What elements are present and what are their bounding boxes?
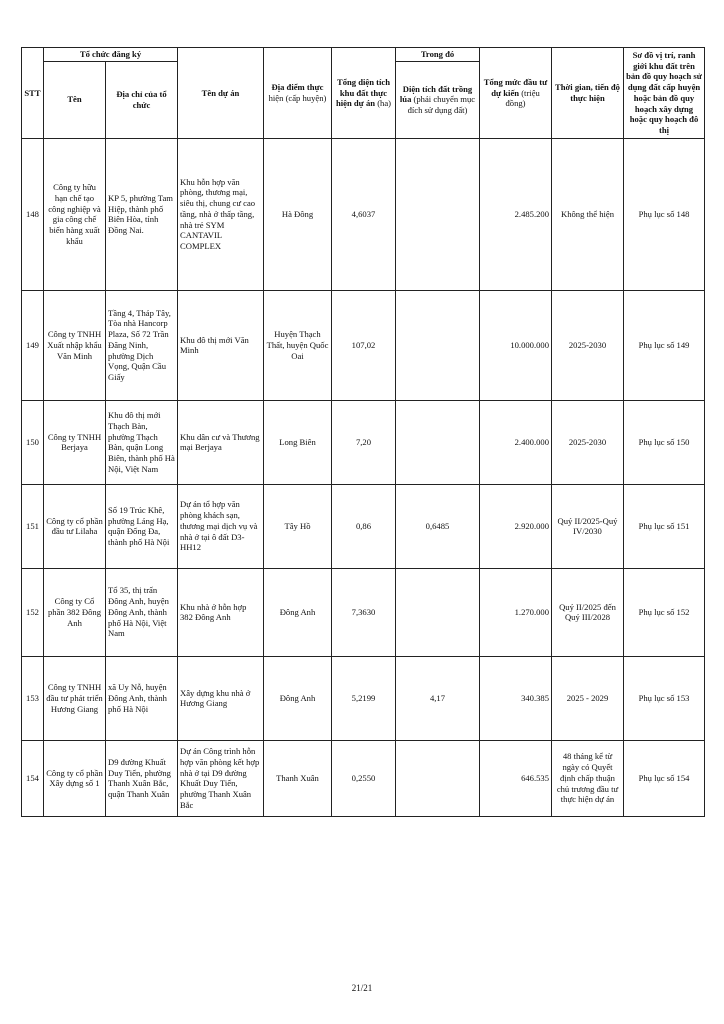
header-thoi-gian: Thời gian, tiến độ thực hiện (552, 48, 624, 139)
header-row-1 (22, 48, 705, 62)
row-ten: Công ty Cổ phần 382 Đông Anh (44, 568, 106, 656)
row-dia-chi: D9 đường Khuất Duy Tiến, phường Thanh Xuân Bắc, quận Thanh Xuân (106, 740, 178, 816)
row-thoi-gian: Quý II/2025-Quý IV/2030 (552, 484, 624, 568)
row-dia-diem: Hà Đông (264, 138, 332, 290)
row-dia-chi: KP 5, phường Tam Hiệp, thành phố Biên Hòa, tỉnh Đồng Nai. (106, 138, 178, 290)
project-table (21, 47, 705, 817)
row-stt: 150 (22, 400, 44, 484)
row-dia-chi: xã Uy Nỗ, huyện Đông Anh, thành phố Hà Nội (106, 656, 178, 740)
row-dia-chi: Tổ 35, thị trấn Đông Anh, huyện Đông Anh, thành phố Hà Nội, Việt Nam (106, 568, 178, 656)
row-tong-muc: 2.400.000 (480, 400, 552, 484)
row-dia-chi: Số 19 Trúc Khê, phường Láng Hạ, quận Đống Đa, thành phố Hà Nội (106, 484, 178, 568)
header-tong-muc: Tổng mức đầu tư dự kiến (triệu đồng) (480, 48, 552, 139)
row-dien-tich: 4,6037 (332, 138, 396, 290)
page-number: 21/21 (351, 983, 373, 993)
row-dia-diem: Huyện Thạch Thất, huyện Quốc Oai (264, 290, 332, 400)
row-lua (396, 568, 480, 656)
row-ten: Công ty TNHH Berjaya (44, 400, 106, 484)
row-dia-diem: Thanh Xuân (264, 740, 332, 816)
header-ten: Tên (44, 61, 106, 138)
header-dia-chi: Địa chỉ của tổ chức (106, 61, 178, 138)
row-dia-chi: Khu đô thị mới Thạch Bàn, phường Thạch Bàn, quận Long Biên, thành phố Hà Nội, Việt Nam (106, 400, 178, 484)
row-dien-tich: 7,3630 (332, 568, 396, 656)
row-dia-diem: Tây Hồ (264, 484, 332, 568)
row-stt: 152 (22, 568, 44, 656)
row-tong-muc: 646.535 (480, 740, 552, 816)
table-row (22, 484, 705, 568)
row-phu-luc: Phụ lục số 152 (624, 568, 705, 656)
row-ten: Công ty cổ phần đầu tư Lilaha (44, 484, 106, 568)
row-lua (396, 290, 480, 400)
row-lua: 4,17 (396, 656, 480, 740)
row-thoi-gian: Không thể hiện (552, 138, 624, 290)
row-thoi-gian: Quý II/2025 đến Quý III/2028 (552, 568, 624, 656)
row-tong-muc: 340.385 (480, 656, 552, 740)
row-phu-luc: Phụ lục số 154 (624, 740, 705, 816)
row-thoi-gian: 2025 - 2029 (552, 656, 624, 740)
row-stt: 154 (22, 740, 44, 816)
header-dia-diem: Địa điểm thực hiện (cấp huyện) (264, 48, 332, 139)
row-ten: Công ty cổ phần Xây dựng số 1 (44, 740, 106, 816)
row-tong-muc: 1.270.000 (480, 568, 552, 656)
row-phu-luc: Phụ lục số 151 (624, 484, 705, 568)
row-du-an: Dự án tổ hợp văn phòng khách sạn, thương mại dịch vụ và nhà ở tại ô đất D3-HH12 (178, 484, 264, 568)
header-ten-du-an: Tên dự án (178, 48, 264, 139)
row-phu-luc: Phụ lục số 153 (624, 656, 705, 740)
row-du-an: Dự án Công trình hỗn hợp văn phòng kết hợp nhà ở tại D9 đường Khuất Duy Tiến, phường Thanh Xuân Bắc (178, 740, 264, 816)
table-row (22, 656, 705, 740)
row-stt: 148 (22, 138, 44, 290)
table-row (22, 290, 705, 400)
table-row (22, 138, 705, 290)
row-du-an: Khu hỗn hợp văn phòng, thương mại, siêu thị, chung cư cao tầng, nhà ở thấp tầng, nhà trẻ SYM CANTAVIL COMPLEX (178, 138, 264, 290)
row-dien-tich: 0,86 (332, 484, 396, 568)
row-dia-diem: Long Biên (264, 400, 332, 484)
row-dien-tich: 5,2199 (332, 656, 396, 740)
row-tong-muc: 2.920.000 (480, 484, 552, 568)
header-dt-lua: Diện tích đất trồng lúa (phải chuyển mục đích sử dụng đất) (396, 61, 480, 138)
row-phu-luc: Phụ lục số 150 (624, 400, 705, 484)
row-lua (396, 138, 480, 290)
row-ten: Công ty TNHH đầu tư phát triển Hương Giang (44, 656, 106, 740)
header-stt: STT (22, 48, 44, 139)
row-du-an: Khu đô thị mới Văn Minh (178, 290, 264, 400)
row-du-an: Khu dân cư và Thương mại Berjaya (178, 400, 264, 484)
row-phu-luc: Phụ lục số 148 (624, 138, 705, 290)
row-stt: 149 (22, 290, 44, 400)
row-lua (396, 740, 480, 816)
header-trong-do: Trong đó (396, 48, 480, 62)
header-so-do: Sơ đồ vị trí, ranh giới khu đất trên bản đồ quy hoạch sử dụng đất cấp huyện hoặc bản đồ quy hoạch xây dựng hoặc quy hoạch đô thị (624, 48, 705, 139)
row-tong-muc: 10.000.000 (480, 290, 552, 400)
row-dien-tich: 107,02 (332, 290, 396, 400)
row-lua: 0,6485 (396, 484, 480, 568)
row-dia-diem: Đông Anh (264, 656, 332, 740)
header-to-chuc: Tổ chức đăng ký (44, 48, 178, 62)
row-lua (396, 400, 480, 484)
row-du-an: Xây dựng khu nhà ở Hương Giang (178, 656, 264, 740)
row-ten: Công ty hữu hạn chế tạo công nghiệp và gia công chế biến hàng xuất khẩu (44, 138, 106, 290)
row-ten: Công ty TNHH Xuất nhập khẩu Văn Minh (44, 290, 106, 400)
row-phu-luc: Phụ lục số 149 (624, 290, 705, 400)
row-dia-chi: Tầng 4, Tháp Tây, Tòa nhà Hancorp Plaza, Số 72 Trần Đăng Ninh, phường Dịch Vọng, Quận Cầu Giấy (106, 290, 178, 400)
row-thoi-gian: 2025-2030 (552, 400, 624, 484)
row-tong-muc: 2.485.200 (480, 138, 552, 290)
table-row (22, 400, 705, 484)
row-stt: 153 (22, 656, 44, 740)
row-dia-diem: Đông Anh (264, 568, 332, 656)
row-stt: 151 (22, 484, 44, 568)
row-thoi-gian: 2025-2030 (552, 290, 624, 400)
table-row (22, 568, 705, 656)
row-dien-tich: 7,20 (332, 400, 396, 484)
row-du-an: Khu nhà ở hỗn hợp 382 Đông Anh (178, 568, 264, 656)
row-dien-tich: 0,2550 (332, 740, 396, 816)
table-row (22, 740, 705, 816)
header-tong-dien-tich: Tổng diện tích khu đất thực hiện dự án (ha) (332, 48, 396, 139)
row-thoi-gian: 48 tháng kể từ ngày có Quyết định chấp thuận chủ trương đầu tư thực hiện dự án (552, 740, 624, 816)
